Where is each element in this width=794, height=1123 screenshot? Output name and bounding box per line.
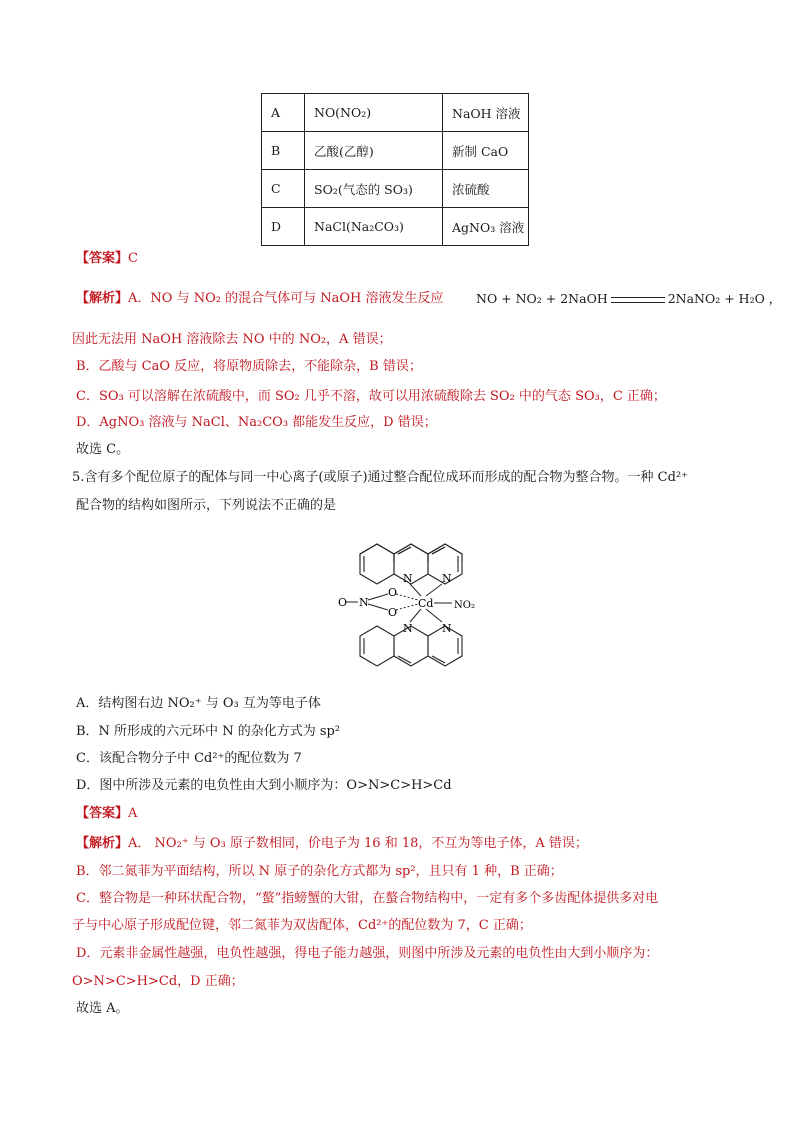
q5-analysis-d-line1: D．元素非金属性越强，电负性越强，得电子能力越强，则图中所涉及元素的电负性由大到小顺序为： [76,946,659,961]
mask [358,532,468,562]
label-n-nitro: N [359,596,369,609]
mixture-cell: SO₂(气态的 SO₃) [305,170,443,208]
row-label: C [262,170,305,208]
analysis-tag: 【解析】 [76,291,129,306]
q4-conclusion: 故选 C。 [76,442,130,457]
reaction-equation [476,289,781,309]
q5-option-d: D．图中所涉及元素的电负性由大到小顺序为：O>N>C>H>Cd [76,778,452,793]
label-n-bottom-left: N [403,622,413,635]
q4-analysis-a-line2: 因此无法用 NaOH 溶液除去 NO 中的 NO₂，A 错误； [72,332,392,347]
analysis-text: A．NO 与 NO₂ 的混合气体可与 NaOH 溶液发生反应 [128,291,444,306]
answer-tag: 【答案】 [76,251,129,266]
answer-value: C [128,251,138,266]
cd-complex-structure [330,532,500,688]
row-label: A [262,94,305,132]
q4-analysis-d: D．AgNO₃ 溶液与 NaCl、Na₂CO₃ 都能发生反应，D 错误； [76,415,437,430]
reagent-cell: AgNO₃ 溶液 [443,208,529,246]
table-row [262,170,529,208]
mixture-cell: NaCl(Na₂CO₃) [305,208,443,246]
row-label: B [262,132,305,170]
q5-stem-line1: 5.含有多个配位原子的配体与同一中心离子(或原子)通过整合配位成环而形成的配合物为整合物。一种 Cd²⁺ [72,470,689,485]
q5-analysis-b: B．邻二氮菲为平面结构，所以 N 原子的杂化方式都为 sp²，且只有 1 种，B 正确； [76,864,563,879]
label-o-end: O [338,596,348,609]
table-row [262,208,529,246]
equation-arrow [611,297,665,303]
label-o-upper: O [388,586,398,599]
label-n-top-left: N [403,572,413,585]
options-table [261,93,529,246]
mixture-cell: 乙酸(乙醇) [305,132,443,170]
q5-answer [76,804,137,824]
reagent-cell: 新制 CaO [443,132,529,170]
q4-analysis-a-line1 [76,289,443,309]
answer-tag: 【答案】 [76,806,129,821]
q5-option-a: A．结构图右边 NO₂⁺ 与 O₃ 互为等电子体 [76,696,321,711]
q5-analysis-a [76,834,588,854]
reagent-cell: NaOH 溶液 [443,94,529,132]
label-no2: NO₂ [454,600,475,611]
q5-stem-line2: 配合物的结构如图所示，下列说法不正确的是 [76,498,337,513]
q5-analysis-d-line2: O>N>C>H>Cd，D 正确； [72,974,244,989]
label-cd: Cd [418,597,434,610]
table-row [262,132,529,170]
label-n-bottom-right: N [442,622,452,635]
answer-value: A [128,806,138,821]
equation-right: 2NaNO₂ + H₂O ， [667,291,782,306]
equation-left: NO + NO₂ + 2NaOH [476,291,608,306]
q4-answer [76,249,138,269]
analysis-tag: 【解析】 [76,836,129,851]
reagent-cell: 浓硫酸 [443,170,529,208]
row-label: D [262,208,305,246]
mixture-cell: NO(NO₂) [305,94,443,132]
q5-conclusion: 故选 A。 [76,1001,129,1016]
q5-analysis-c-line1: C．整合物是一种环状配合物，“螯”指螃蟹的大钳，在螯合物结构中，一定有多个多齿配体提供多对电 [76,891,659,906]
label-n-top-right: N [442,572,452,585]
q4-analysis-b: B．乙酸与 CaO 反应，将原物质除去，不能除杂，B 错误； [76,359,422,374]
q5-analysis-c-line2: 子与中心原子形成配位键，邻二氮菲为双齿配体，Cd²⁺的配位数为 7，C 正确； [72,918,532,933]
analysis-text: A． NO₂⁺ 与 O₃ 原子数相同，价电子为 16 和 18，不互为等电子体，A 错误； [128,836,588,851]
q4-analysis-c: C．SO₃ 可以溶解在浓硫酸中，而 SO₂ 几乎不溶，故可以用浓硫酸除去 SO₂ 中的气态 SO₃，C 正确； [76,389,666,404]
q5-option-b: B．N 所形成的六元环中 N 的杂化方式为 sp² [76,724,341,739]
label-o-lower: O [388,606,398,619]
q5-option-c: C．该配合物分子中 Cd²⁺的配位数为 7 [76,751,302,766]
table-row [262,94,529,132]
